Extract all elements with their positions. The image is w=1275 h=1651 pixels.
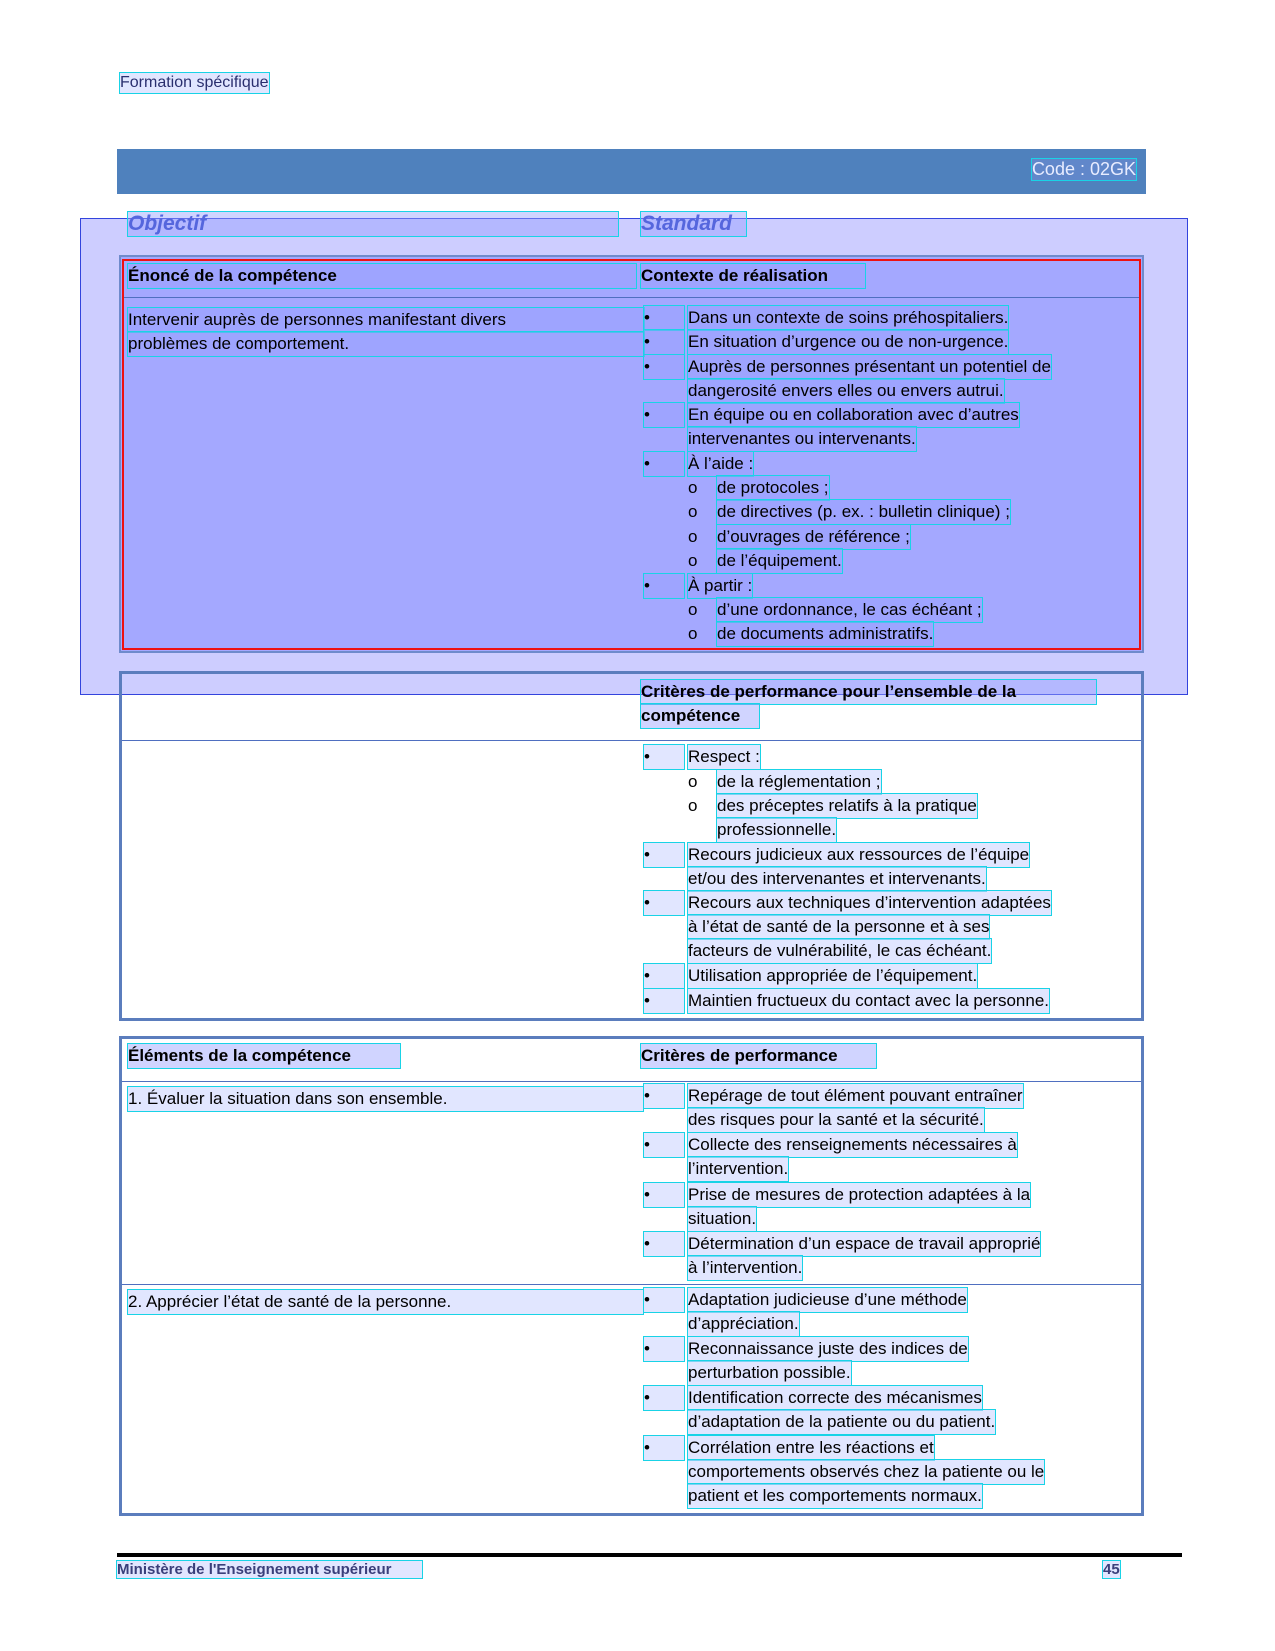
- bullet-icon: •: [644, 1084, 684, 1108]
- list-item-line: d’appréciation.: [688, 1312, 799, 1336]
- bullet-icon: •: [644, 1436, 684, 1460]
- list-item-line: Adaptation judicieuse d’une méthode: [688, 1288, 967, 1312]
- bullet-icon: •: [644, 891, 684, 915]
- sub-bullet-icon: o: [688, 796, 698, 816]
- bullet-icon: •: [644, 1232, 684, 1256]
- list-item-line: Dans un contexte de soins préhospitaliers.: [688, 306, 1008, 330]
- competency-code: Code : 02GK: [1031, 159, 1136, 179]
- list-item-line: d’une ordonnance, le cas échéant ;: [717, 598, 982, 622]
- enonce-line: problèmes de comportement.: [128, 332, 644, 356]
- list-item-line: de protocoles ;: [717, 476, 829, 500]
- list-item-line: patient et les comportements normaux.: [688, 1484, 982, 1508]
- footer-rule: [117, 1553, 1182, 1557]
- bullet-icon: •: [644, 1183, 684, 1207]
- elements-heading: Éléments de la compétence: [128, 1044, 400, 1068]
- bullet-icon: •: [644, 964, 684, 988]
- list-item-line: de documents administratifs.: [717, 622, 933, 646]
- sub-bullet-icon: o: [688, 478, 698, 497]
- element-2: 2. Apprécier l’état de santé de la personne.: [128, 1290, 643, 1314]
- list-item-line: de la réglementation ;: [717, 770, 881, 794]
- sub-bullet-icon: o: [688, 526, 698, 546]
- list-item-line: d’ouvrages de référence ;: [717, 525, 910, 549]
- list-item-line: Reconnaissance juste des indices de: [688, 1337, 968, 1361]
- bullet-icon: •: [644, 403, 684, 427]
- bullet-icon: •: [644, 574, 684, 598]
- list-item-line: Repérage de tout élément pouvant entraîner: [688, 1084, 1023, 1108]
- bullet-icon: •: [644, 330, 684, 354]
- enonce-heading: Énoncé de la compétence: [128, 264, 636, 288]
- list-item-line: Respect :: [688, 745, 760, 769]
- list-item-line: Détermination d’un espace de travail approprié: [688, 1232, 1040, 1256]
- contexte-heading: Contexte de réalisation: [641, 264, 865, 288]
- objective-label: Objectif: [128, 212, 618, 236]
- bullet-icon: •: [644, 843, 684, 867]
- bullet-icon: •: [644, 306, 684, 330]
- footer-ministry: Ministère de l'Enseignement supérieur: [117, 1561, 422, 1578]
- list-item-line: Identification correcte des mécanismes: [688, 1386, 982, 1410]
- bullet-icon: •: [644, 745, 684, 769]
- criteres-ensemble-heading: Critères de performance pour l’ensemble de la: [641, 680, 1096, 704]
- list-item-line: et/ou des intervenantes et intervenants.: [688, 867, 986, 891]
- list-item-line: Maintien fructueux du contact avec la personne.: [688, 989, 1049, 1013]
- list-item-line: Utilisation appropriée de l’équipement.: [688, 964, 977, 988]
- list-item-line: situation.: [688, 1207, 756, 1231]
- enonce-line: Intervenir auprès de personnes manifestant divers: [128, 308, 644, 332]
- element-1: 1. Évaluer la situation dans son ensemble.: [128, 1087, 643, 1111]
- bullet-icon: •: [644, 452, 684, 476]
- document-section-label: Formation spécifique: [120, 74, 269, 91]
- list-item-line: à l’état de santé de la personne et à ses: [688, 915, 989, 939]
- bullet-icon: •: [644, 1288, 684, 1312]
- list-item-line: intervenantes ou intervenants.: [688, 427, 916, 451]
- list-item-line: perturbation possible.: [688, 1361, 851, 1385]
- sub-bullet-icon: o: [688, 600, 698, 619]
- list-item-line: des préceptes relatifs à la pratique: [717, 794, 977, 818]
- bullet-icon: •: [644, 989, 684, 1013]
- list-item-line: Prise de mesures de protection adaptées à la: [688, 1183, 1030, 1207]
- list-item-line: Recours aux techniques d’intervention adaptées: [688, 891, 1051, 915]
- list-item-line: Collecte des renseignements nécessaires à: [688, 1133, 1017, 1157]
- bullet-icon: •: [644, 1133, 684, 1157]
- standard-label: Standard: [641, 212, 746, 236]
- bullet-icon: •: [644, 355, 684, 379]
- list-item-line: Recours judicieux aux ressources de l’équipe: [688, 843, 1029, 867]
- bullet-icon: •: [644, 1337, 684, 1361]
- list-item-line: En équipe ou en collaboration avec d’autres: [688, 403, 1019, 427]
- list-item-line: de directives (p. ex. : bulletin clinique) ;: [717, 500, 1010, 524]
- sub-bullet-icon: o: [688, 551, 698, 571]
- list-item-line: À partir :: [688, 574, 752, 598]
- bullet-icon: •: [644, 1386, 684, 1410]
- sub-bullet-icon: o: [688, 771, 698, 791]
- list-item-line: des risques pour la santé et la sécurité.: [688, 1108, 984, 1132]
- list-item-line: à l’intervention.: [688, 1256, 802, 1280]
- list-item-line: En situation d’urgence ou de non-urgence.: [688, 330, 1008, 354]
- list-item-line: professionnelle.: [717, 818, 836, 842]
- list-item-line: d’adaptation de la patiente ou du patient.: [688, 1410, 995, 1434]
- list-item-line: l’intervention.: [688, 1157, 788, 1181]
- sub-bullet-icon: o: [688, 502, 698, 522]
- list-item-line: facteurs de vulnérabilité, le cas échéant.: [688, 939, 991, 963]
- list-item-line: Auprès de personnes présentant un potentiel de: [688, 355, 1051, 379]
- page-number: 45: [1103, 1561, 1120, 1578]
- criteres-performance-heading: Critères de performance: [641, 1044, 876, 1068]
- list-item-line: de l’équipement.: [717, 549, 842, 573]
- list-item-line: À l’aide :: [688, 452, 753, 476]
- criteres-ensemble-heading: compétence: [641, 704, 759, 728]
- list-item-line: Corrélation entre les réactions et: [688, 1436, 934, 1460]
- sub-bullet-icon: o: [688, 624, 698, 644]
- list-item-line: dangerosité envers elles ou envers autrui.: [688, 379, 1004, 403]
- list-item-line: comportements observés chez la patiente ou le: [688, 1460, 1044, 1484]
- code-bar: [117, 149, 1146, 194]
